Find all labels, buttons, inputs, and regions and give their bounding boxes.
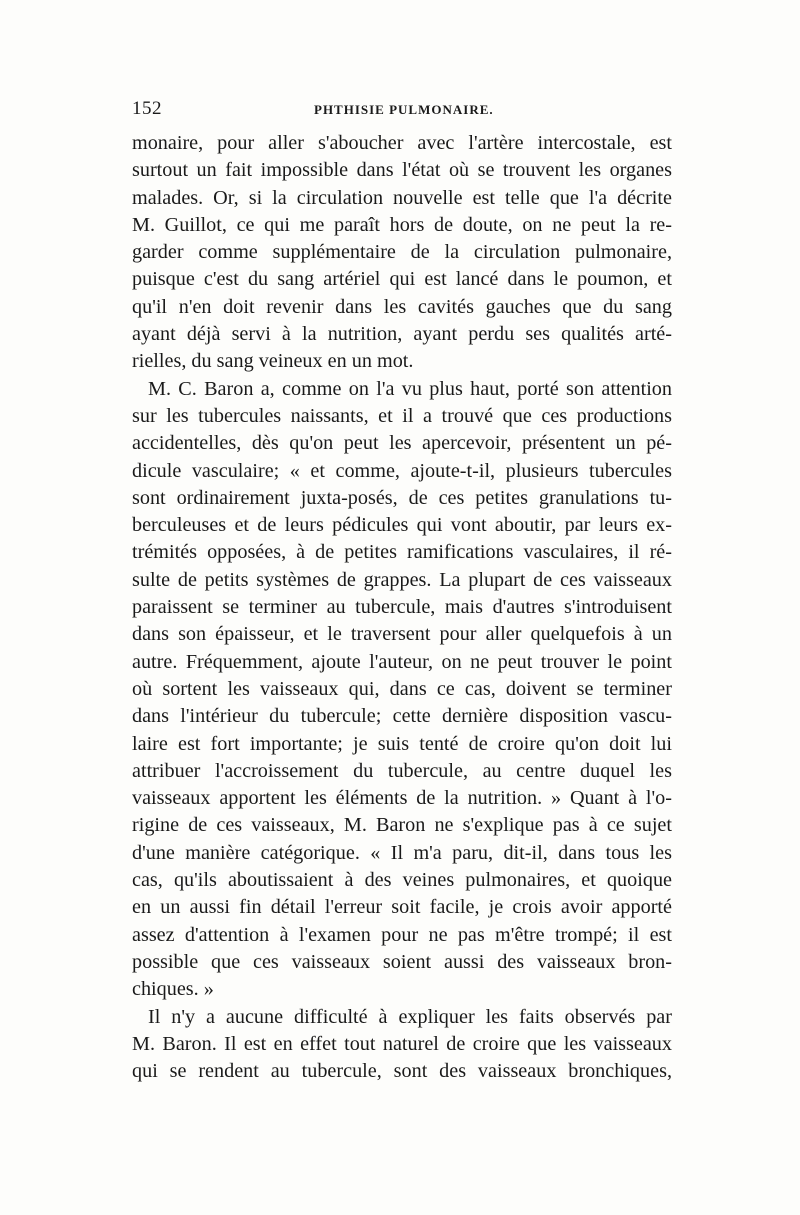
- page-number: 152: [132, 98, 162, 119]
- text-line: rigine de ces vaisseaux, M. Baron ne s'explique pas à ce sujet: [132, 814, 672, 837]
- text-line: possible que ces vaisseaux soient aussi des vaisseaux bron-: [132, 950, 672, 973]
- text-line: vaisseaux apportent les éléments de la nutrition. » Quant à l'o-: [132, 787, 672, 810]
- text-line: ayant déjà servi à la nutrition, ayant perdu ses qualités arté-: [132, 323, 672, 346]
- body-text: [132, 130, 672, 1085]
- text-line: dans son épaisseur, et le traversent pour aller quelquefois à un: [132, 623, 672, 646]
- text-line: malades. Or, si la circulation nouvelle est telle que l'a décrite: [132, 186, 672, 209]
- text-line: rielles, du sang veineux en un mot.: [132, 350, 414, 373]
- paragraph-1: [132, 130, 672, 376]
- text-line: M. Guillot, ce qui me paraît hors de doute, on ne peut la re-: [132, 213, 672, 236]
- text-line: surtout un fait impossible dans l'état où se trouvent les organes: [132, 159, 672, 182]
- text-line: puisque c'est du sang artériel qui est lancé dans le poumon, et: [132, 268, 672, 291]
- text-line: sont ordinairement juxta-posés, de ces petites granulations tu-: [132, 486, 672, 509]
- text-line: sulte de petits systèmes de grappes. La plupart de ces vaisseaux: [132, 568, 672, 591]
- text-line: qu'il n'en doit revenir dans les cavités gauches que du sang: [132, 295, 672, 318]
- paragraph-3: [132, 1004, 672, 1086]
- text-line: assez d'attention à l'examen pour ne pas m'être trompé; il est: [132, 923, 672, 946]
- running-title: PHTHISIE PULMONAIRE.: [314, 102, 494, 117]
- text-line: chiques. »: [132, 978, 214, 1001]
- text-line: accidentelles, dès qu'on peut les apercevoir, présentent un pé-: [132, 432, 672, 455]
- text-line: autre. Fréquemment, ajoute l'auteur, on ne peut trouver le point: [132, 650, 672, 673]
- text-line: laire est fort importante; je suis tenté de croire qu'on doit lui: [132, 732, 672, 755]
- text-line: qui se rendent au tubercule, sont des vaisseaux bronchiques,: [132, 1060, 672, 1083]
- text-line: M. Baron. Il est en effet tout naturel de croire que les vaisseaux: [132, 1032, 672, 1055]
- text-line: attribuer l'accroissement du tubercule, au centre duquel les: [132, 759, 672, 782]
- text-line: d'une manière catégorique. « Il m'a paru, dit-il, dans tous les: [132, 841, 672, 864]
- text-line: M. C. Baron a, comme on l'a vu plus haut, porté son attention: [148, 377, 672, 400]
- text-line: sur les tubercules naissants, et il a trouvé que ces productions: [132, 404, 672, 427]
- text-line: garder comme supplémentaire de la circulation pulmonaire,: [132, 241, 672, 264]
- text-line: dans l'intérieur du tubercule; cette dernière disposition vascu-: [132, 705, 672, 728]
- text-line: dicule vasculaire; « et comme, ajoute-t-il, plusieurs tubercules: [132, 459, 672, 482]
- text-line: paraissent se terminer au tubercule, mais d'autres s'introduisent: [132, 596, 672, 619]
- text-line: trémités opposées, à de petites ramifications vasculaires, il ré-: [132, 541, 672, 564]
- text-line: où sortent les vaisseaux qui, dans ce cas, doivent se terminer: [132, 677, 672, 700]
- text-line: monaire, pour aller s'aboucher avec l'artère intercostale, est: [132, 132, 672, 154]
- running-head: [132, 98, 672, 122]
- paragraph-2: [132, 376, 672, 1004]
- text-line: Il n'y a aucune difficulté à expliquer les faits observés par: [148, 1005, 672, 1028]
- text-line: en un aussi fin détail l'erreur soit facile, je crois avoir apporté: [132, 896, 672, 919]
- text-line: berculeuses et de leurs pédicules qui vont aboutir, par leurs ex-: [132, 514, 672, 537]
- text-line: cas, qu'ils aboutissaient à des veines pulmonaires, et quoique: [132, 869, 672, 892]
